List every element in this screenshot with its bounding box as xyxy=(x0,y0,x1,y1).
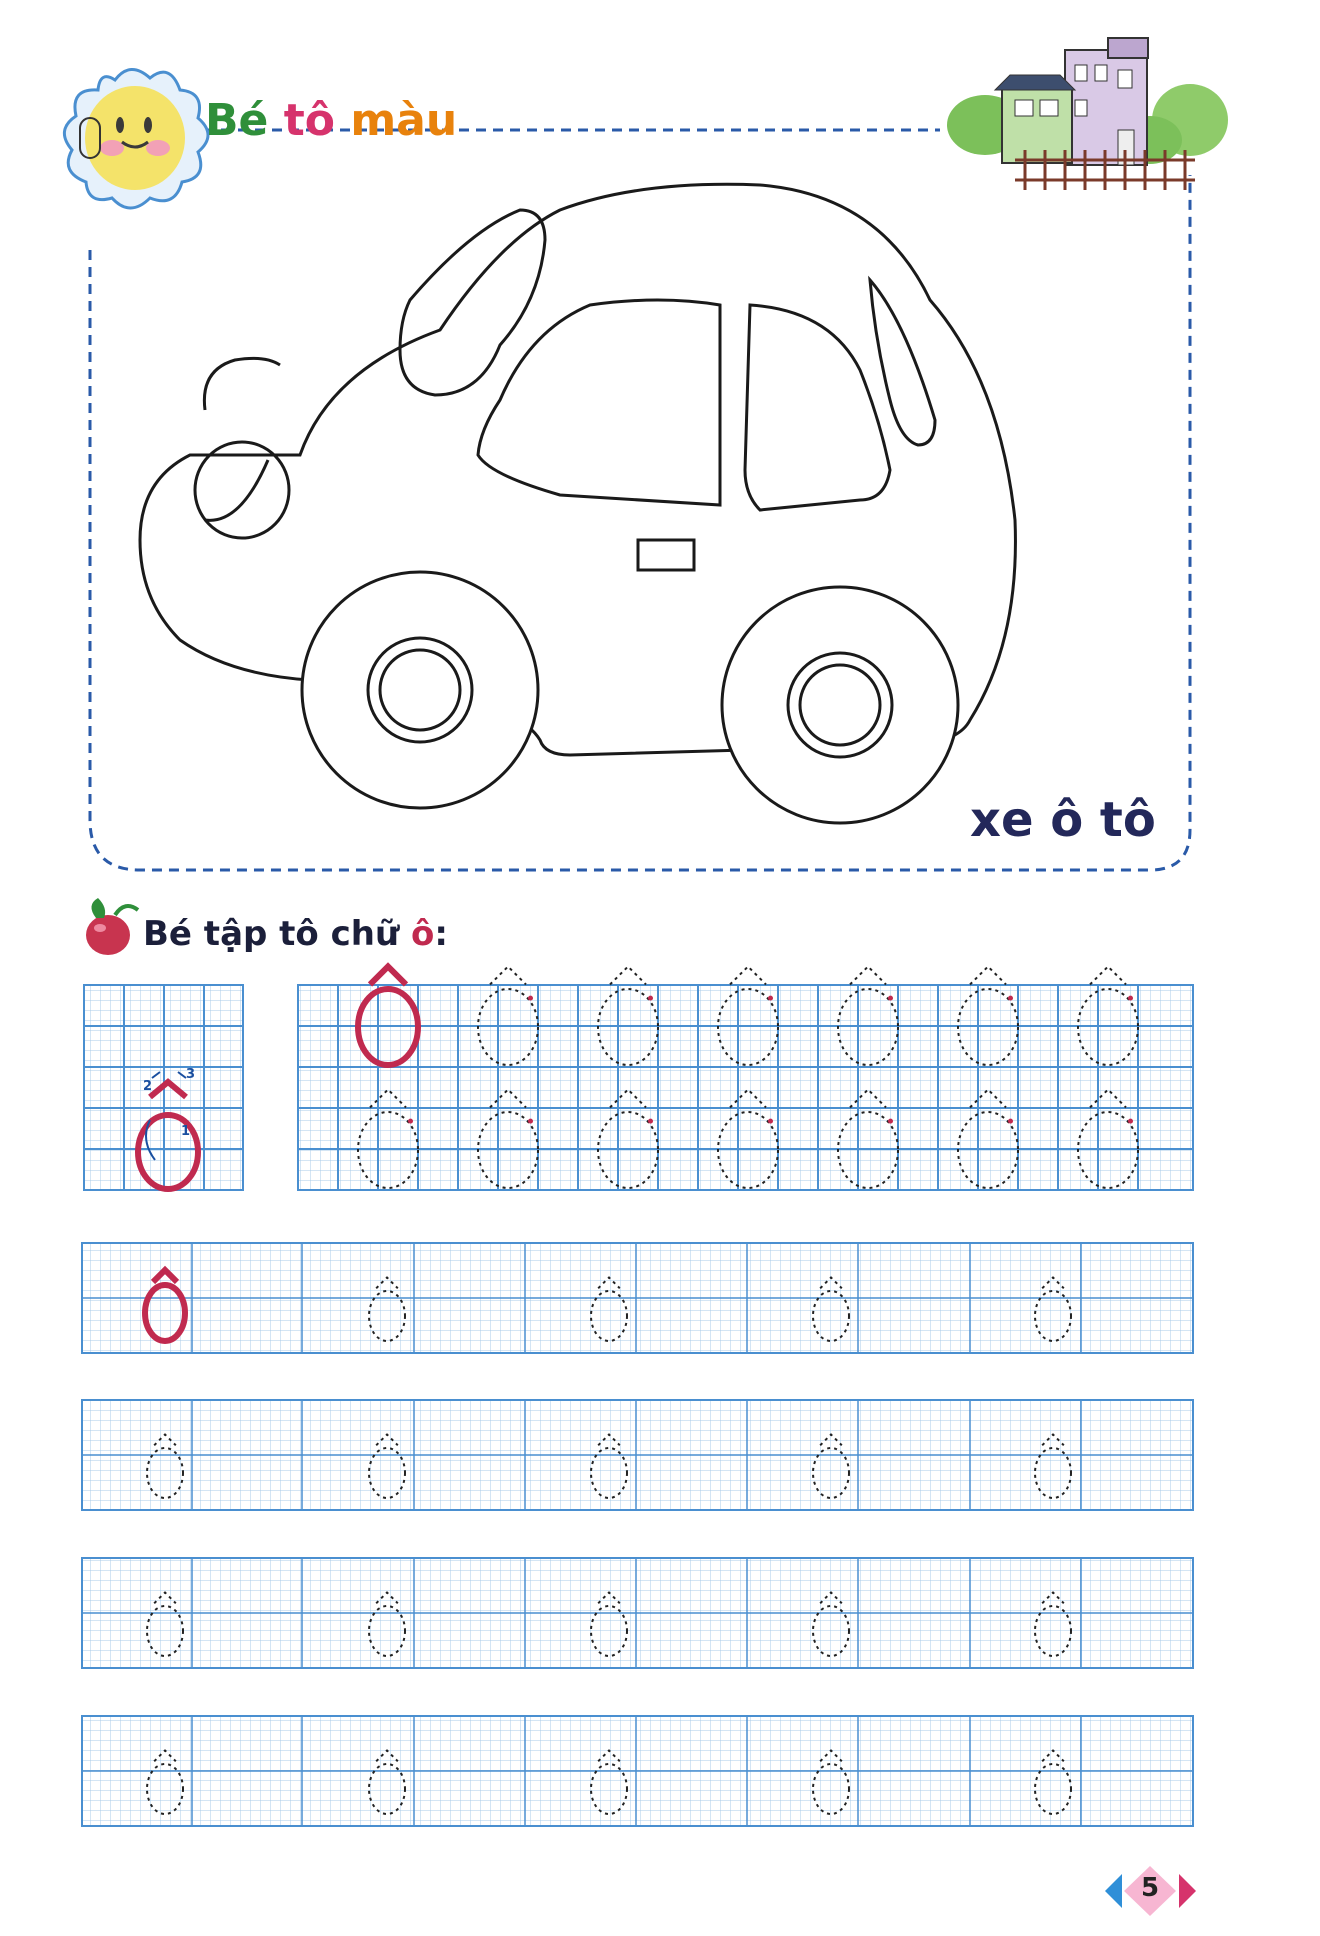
small-practice-grid-1 xyxy=(82,1243,1193,1353)
car-caption: xe ô tô xyxy=(970,792,1156,848)
stroke-number-1: 1 xyxy=(181,1124,191,1139)
practice-label: Bé tập tô chữ xyxy=(143,914,400,954)
small-practice-grid-3 xyxy=(82,1558,1193,1668)
stroke-number-2: 2 xyxy=(143,1079,153,1094)
small-practice-grid-2 xyxy=(82,1400,1193,1510)
stroke-number-3: 3 xyxy=(186,1067,196,1082)
small-practice-grid-4 xyxy=(82,1716,1193,1826)
section-title xyxy=(205,95,457,146)
sun-icon xyxy=(64,69,208,208)
practice-title xyxy=(143,914,448,954)
practice-colon: : xyxy=(434,914,449,954)
practice-letter: ô xyxy=(411,914,435,954)
title-part-2: tô xyxy=(283,95,335,146)
title-part-3: màu xyxy=(350,95,458,146)
page-number: 5 xyxy=(1140,1873,1160,1903)
houses-illustration xyxy=(947,38,1228,190)
apple-icon xyxy=(86,898,138,955)
title-part-1: Bé xyxy=(205,95,269,146)
large-practice-grid xyxy=(298,985,1193,1190)
car-outline xyxy=(140,184,1015,823)
